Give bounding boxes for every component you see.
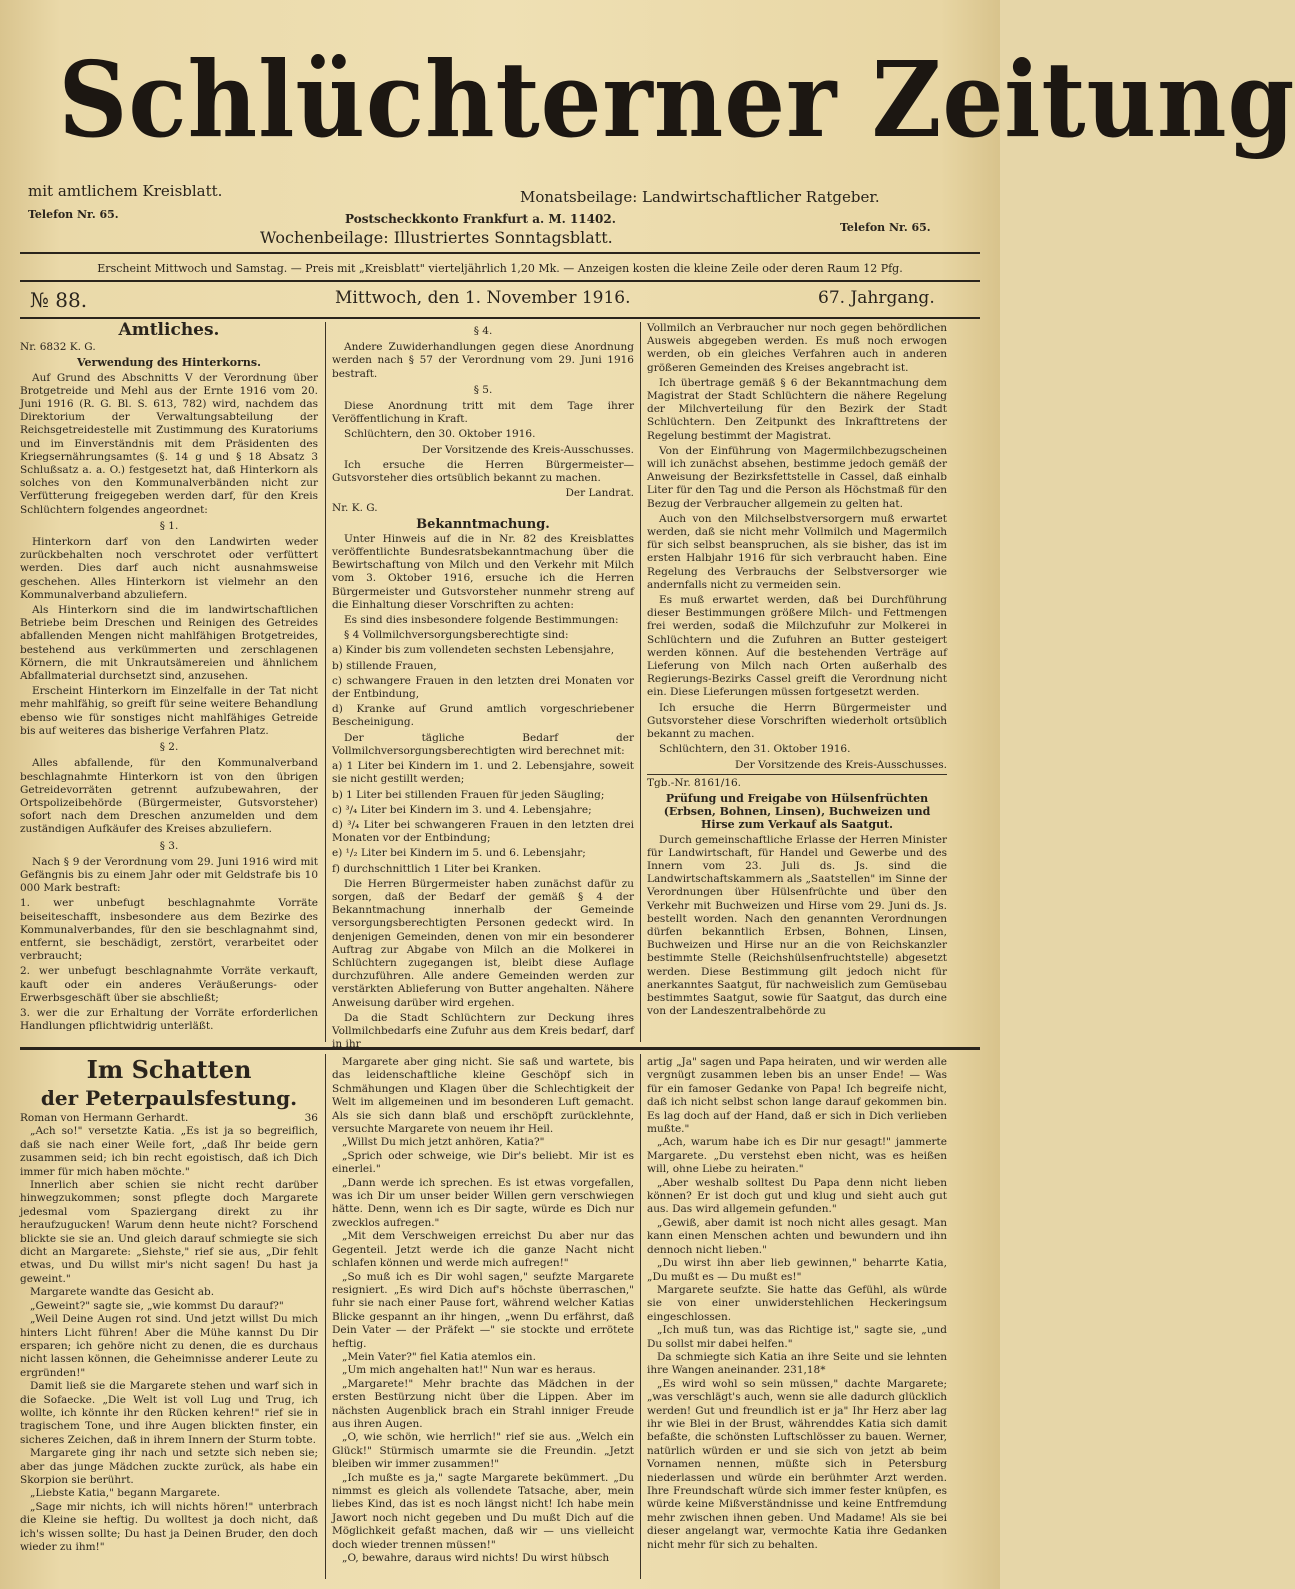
paragraph: Als Hinterkorn sind die im landwirtschaftlichen Betriebe beim Dreschen und Reinigen des Getreides abfallenden Mengen nicht mahlfähigen Brotgetreides, bestehend aus verkümmerten und zerschlagenen Körnern, die mit Unkrautsämereien und ähnlichem Abfallmaterial durchsetzt sind, anzusehen. [20, 604, 318, 683]
novel-title: Im Schatten [86, 1055, 252, 1084]
postscheck-account: Postscheckkonto Frankfurt a. M. 11402. [345, 212, 616, 226]
column-rule [325, 322, 326, 1042]
paragraph: Nach § 9 der Verordnung vom 29. Juni 1916 wird mit Gefängnis bis zu einem Jahr oder mit Geldstrafe bis 10 000 Mark bestraft: [20, 855, 318, 895]
paragraph: „Um mich angehalten hat!" Nun war es heraus. [342, 1364, 596, 1377]
article-heading: Prüfung und Freigabe von Hülsenfrüchten (Erbsen, Bohnen, Linsen), Buchweizen und Hirse zum Verkauf als Saatgut. [663, 791, 931, 832]
list-item: a) 1 Liter bei Kindern im 1. und 2. Lebensjahre, soweit sie nicht gestillt werden; [332, 760, 634, 786]
phone-right: Telefon Nr. 65. [840, 221, 931, 234]
paragraph: „Ich mußte es ja," sagte Margarete bekümmert. „Du nimmst es gleich als vollendete Tatsache, aber, mein liebes Kind, das ist es noch längst nicht! Ich habe mein Jawort noch nicht gegeben und Du mußt Dich auf die Möglichkeit gefaßt machen, daß wir — uns vielleicht doch wieder trennen müssen!" [332, 1471, 634, 1551]
paragraph: Auf Grund des Abschnitts V der Verordnung über Brotgetreide und Mehl aus der Ernte 1916 vom 20. Juni 1916 (R. G. Bl. S. 613, 782) wird, nachdem das Direktorium der Verwaltungsabteilung der Reichsgetreidestelle mit Zustimmung des Kuratoriums und im Einverständnis mit dem Präsidenten des Kriegsernährungsamtes (§. 14 g und § 18 Absatz 3 Schlußsatz a. a. O.) festgesetzt hat, daß Hinterkorn als solches von den Kommunalverbänden nicht zur Verfütterung freigegeben werden darf, für den Kreis Schlüchtern folgendes angeordnet: [20, 371, 318, 516]
installment-number: 36 [304, 1112, 318, 1124]
publication-info: Erscheint Mittwoch und Samstag. — Preis mit „Kreisblatt" vierteljährlich 1,20 Mk. — Anzeigen kosten die kleine Zeile oder deren Raum 12 Pfg. [97, 262, 903, 275]
article-heading: Bekanntmachung. [416, 516, 550, 532]
section-mark: § 5. [473, 383, 493, 396]
column-amtliches [20, 322, 318, 1042]
paragraph: § 4 Vollmilchversorgungsberechtigte sind: [344, 629, 569, 642]
column-rule [325, 1054, 326, 1579]
column-rule [640, 1054, 641, 1579]
paragraph: Ich übertrage gemäß § 6 der Bekanntmachung dem Magistrat der Stadt Schlüchtern die nähere Regelung der Milchverteilung für den Bezirk der Stadt Schlüchtern. Den Zeitpunkt des Inkrafttretens der Regelung bestimmt der Magistrat. [647, 376, 947, 442]
list-item: c) schwangere Frauen in den letzten drei Monaten vor der Entbindung, [332, 674, 634, 701]
paragraph: „Weil Deine Augen rot sind. Und jetzt willst Du mich hinters Licht führen! Aber die Mühe kannst Du Dir ersparen; ich gehöre nicht zu denen, die es durchaus nicht lassen können, die Geheimnisse anderer Leute zu ergründen!" [20, 1313, 318, 1379]
divider [20, 317, 980, 319]
novel-column-3 [647, 1056, 947, 1584]
list-item: a) Kinder bis zum vollendeten sechsten Lebensjahre, [332, 644, 615, 657]
reference-number: Nr. K. G. [332, 502, 378, 515]
paragraph: Ich ersuche die Herrn Bürgermeister und Gutsvorsteher diese Vorschriften wiederholt ortsüblich bekannt zu machen. [647, 701, 947, 741]
paragraph: Andere Zuwiderhandlungen gegen diese Anordnung werden nach § 57 der Verordnung vom 29. Juni 1916 bestraft. [332, 341, 634, 380]
list-item: 2. wer unbefugt beschlagnahmte Vorräte verkauft, kauft oder ein anderes Veräußerungs- oder Erwerbsgeschäft über sie abschließt; [20, 965, 318, 1004]
paragraph: „Aber weshalb solltest Du Papa denn nicht lieben können? Er ist doch gut und klug und sieht auch gut aus. Das wird allgemein gefunden." [647, 1176, 947, 1216]
issue-number: № 88. [30, 288, 88, 312]
paragraph: „Mit dem Verschweigen erreichst Du aber nur das Gegenteil. Jetzt werde ich die ganze Nacht nicht schlafen können und werde mich aufregen!" [332, 1230, 634, 1270]
list-item: b) 1 Liter bei stillenden Frauen für jeden Säugling; [332, 788, 605, 801]
paragraph: „Liebste Katia," begann Margarete. [30, 1487, 221, 1500]
list-item: 3. wer die zur Erhaltung der Vorräte erforderlichen Handlungen pflichtwidrig unterläßt. [20, 1006, 318, 1033]
subtitle-left: mit amtlichem Kreisblatt. [28, 182, 223, 200]
paragraph: „O, bewahre, daraus wird nichts! Du wirst hübsch [342, 1552, 610, 1565]
place-date: Schlüchtern, den 31. Oktober 1916. [659, 743, 851, 756]
divider [20, 252, 980, 254]
paragraph: Unter Hinweis auf die in Nr. 82 des Kreisblattes veröffentlichte Bundesratsbekanntmachung über die Bewirtschaftung von Milch und den Verkehr mit Milch vom 3. Oktober 1916, ersuche ich die Herren Bürgermeister und Gutsvorsteher nunmehr streng auf die Einhaltung dieser Vorschriften zu achten: [332, 532, 634, 611]
author: Roman von Hermann Gerhardt. [20, 1112, 189, 1124]
paragraph: Diese Anordnung tritt mit dem Tage ihrer Veröffentlichung in Kraft. [332, 400, 634, 426]
phone-left: Telefon Nr. 65. [28, 208, 119, 221]
paragraph: Margarete aber ging nicht. Sie saß und wartete, bis das leidenschaftliche kleine Geschöpf sich in Schmähungen und Klagen über die Schlechtigkeit der Welt im allgemeinen und im besonderen Luft gemacht. Als sie sich dann blaß und erschöpft zurücklehnte, versuchte Margarete von neuem ihr Heil. [332, 1056, 634, 1136]
list-item: d) Kranke auf Grund amtlich vorgeschriebener Bescheinigung. [332, 703, 634, 729]
paragraph: Die Herren Bürgermeister haben zunächst dafür zu sorgen, daß der Bedarf der gemäß § 4 der Bekanntmachung innerhalb der Gemeinde versorgungsberechtigten Personen gedeckt wird. In denjenigen Gemeinden, denen von mir ein besonderer Auftrag zur Abgabe von Milch an die Molkerei in Schlüchtern zugegangen ist, bleibt diese Auflage durchzuführen. Alle andere Gemeinden werden zur verstärkten Ablieferung von Butter angehalten. Nähere Anweisung darüber wird ergehen. [332, 877, 634, 1009]
paragraph: „Geweint?" sagte sie, „wie kommst Du darauf?" [30, 1299, 284, 1312]
list-item: 1. wer unbefugt beschlagnahmte Vorräte beiseiteschafft, insbesondere aus dem Bezirke des Kommunalverbandes, für den sie beschlagnahmt sind, entfernt, sie beschädigt, zerstört, verarbeitet oder verbraucht; [20, 897, 318, 963]
section-mark: § 2. [159, 741, 179, 754]
newspaper-title: Schlüchterner Zeitung [58, 38, 1295, 161]
paragraph: Der tägliche Bedarf der Vollmilchversorgungsberechtigten wird berechnet mit: [332, 731, 634, 757]
paragraph: „Ach so!" versetzte Katia. „Es ist ja so begreiflich, daß sie nach einer Weile fort, „daß Ihr beide gern zusammen seid; ich bin recht egoistisch, daß ich Dich immer für mich haben möchte." [20, 1125, 318, 1178]
paragraph: Hinterkorn darf von den Landwirten weder zurückbehalten noch verschrotet oder verfüttert werden. Dies darf auch nicht ausnahmsweise geschehen. Alles Hinterkorn ist vielmehr an den Kommunalverband abzuliefern. [20, 536, 318, 601]
paragraph: „Ach, warum habe ich es Dir nur gesagt!" jammerte Margarete. „Du verstehst eben nicht, was es heißen will, ohne Liebe zu heiraten." [647, 1136, 947, 1176]
list-item: c) ³/₄ Liter bei Kindern im 3. und 4. Lebensjahre; [332, 803, 592, 816]
list-item: d) ³/₄ Liter bei schwangeren Frauen in den letzten drei Monaten vor der Entbindung; [332, 818, 634, 845]
paragraph: Margarete seufzte. Sie hatte das Gefühl, als würde sie von einer unwiderstehlichen Heckeringsum eingeschlossen. [647, 1283, 947, 1323]
section-mark: § 4. [473, 325, 493, 337]
feuilleton-divider [20, 1047, 980, 1050]
paragraph: „Sage mir nichts, ich will nichts hören!" unterbrach die Kleine sie heftig. Du wolltest ja doch nicht, daß ich's wissen sollte; Du hast ja Deinen Bruder, den doch wieder zu ihm!" [20, 1500, 318, 1553]
column-rule [640, 322, 641, 1042]
paragraph: Ich ersuche die Herren Bürgermeister—Gutsvorsteher dies ortsüblich bekannt zu machen. [332, 458, 634, 485]
novel-byline [20, 1112, 318, 1125]
paragraph: „Gewiß, aber damit ist noch nicht alles gesagt. Man kann einen Menschen achten und bewundern und ihn dennoch nicht lieben." [647, 1216, 947, 1256]
signature: Der Vorsitzende des Kreis-Ausschusses. [735, 758, 947, 771]
list-item: f) durchschnittlich 1 Liter bei Kranken. [332, 862, 542, 875]
paragraph: „Es wird wohl so sein müssen," dachte Margarete; „was verschlägt's auch, wenn sie alle dadurch glücklich werden! Gut und freundlich ist er ja" Ihr Herz aber lag ihr wie Blei in der Brust, währenddes Katia sich damit befaßte, die schönsten Luftschlösser zu bauen. Werner, natürlich würden er und sie sich von jetzt ab beim Vornamen nennen, müßte sich in Petersburg niederlassen und würde ein berühmter Arzt werden. Ihre Freundschaft würde sich immer fester knüpfen, es würde keine Mißverständnisse und keine Entfremdung mehr zwischen ihnen geben. Und Madame! Als sie bei dieser angelangt war, vermochte Katia ihre Gedanken nicht mehr für sich zu behalten. [647, 1377, 947, 1551]
paragraph: Durch gemeinschaftliche Erlasse der Herren Minister für Landwirtschaft, für Handel und Gewerbe und des Innern vom 23. Juli ds. Js. sind die Landwirtschaftskammern als „Saatstellen" im Sinne der Verordnungen über Hülsenfrüchte und über den Verkehr mit Buchweizen und Hirse vom 29. Juni ds. Js. bestellt worden. Nach den genannten Verordnungen dürfen bekanntlich Erbsen, Bohnen, Linsen, Buchweizen und Hirse nur an die von Reichskanzler bestimmte Stelle (Reichshülsenfruchtstelle) abgesetzt werden. Diese Bestimmung gilt jedoch nicht für anerkanntes Saatgut, für nachweislich zum Gemüsebau bestimmtes Saatgut, sowie für Saatgut, das durch eine von der Landeszentralbehörde zu [647, 833, 947, 1018]
monthly-supplement: Monatsbeilage: Landwirtschaftlicher Ratgeber. [520, 188, 880, 206]
novel-title-line2: der Peterpaulsfestung. [40, 1086, 298, 1110]
section-mark: § 3. [159, 839, 179, 852]
paragraph: Da die Stadt Schlüchtern zur Deckung ihres Vollmilchbedarfs eine Zufuhr aus dem Kreis bedarf, darf in ihr [332, 1011, 634, 1051]
section-mark: § 1. [159, 519, 179, 532]
paragraph: Innerlich aber schien sie nicht recht darüber hinwegzukommen; sonst pflegte doch Margarete jedesmal vom Spaziergang direkt zu ihr heraufzugucken! Warum denn heute nicht? Forschend blickte sie sie an. Und gleich darauf schmiegte sie sich dicht an Margarete: „Siehste," rief sie aus, „Dir fehlt etwas, und Du willst mir's nicht sagen! Du hast ja geweint." [20, 1179, 318, 1285]
paragraph: Damit ließ sie die Margarete stehen und warf sich in die Sofaecke. „Die Welt ist voll Lug und Trug, ich wollte, ich könnte ihr den Rücken kehren!" rief sie in tragischem Tone, und ihre Augen blickten finster, ein sicheres Zeichen, daß in ihrem Innern der Sturm tobte. [20, 1380, 318, 1446]
paragraph: „Mein Vater?" fiel Katia atemlos ein. [342, 1350, 536, 1363]
novel-column-2 [332, 1056, 634, 1584]
paragraph: Erscheint Hinterkorn im Einzelfalle in der Tat nicht mehr mahlfähig, so greift für seine weitere Behandlung ebenso wie für sonstiges nicht mahlfähiges Getreide bis auf weiteres das bisherige Verfahren Platz. [20, 685, 318, 737]
paragraph: „Sprich oder schweige, wie Dir's beliebt. Mir ist es einerlei." [332, 1149, 634, 1176]
novel-column-1 [20, 1056, 318, 1584]
list-item: b) stillende Frauen, [332, 659, 437, 672]
column-milk-regulation [647, 322, 947, 1042]
masthead [20, 10, 1295, 190]
paragraph: „Ich muß tun, was das Richtige ist," sagte sie, „und Du sollst mir dabei helfen." [647, 1324, 947, 1350]
weekly-supplement: Wochenbeilage: Illustriertes Sonntagsblatt. [260, 228, 613, 247]
paragraph: artig „Ja" sagen und Papa heiraten, und wir werden alle vergnügt zusammen leben bis an unser Ende! — Was für ein famoser Gedanke von Papa! Ich begreife nicht, daß ich nicht selbst schon lange darauf gekommen bin. Es lag doch auf der Hand, daß er sich in Dich verlieben mußte." [647, 1056, 947, 1136]
paragraph: Margarete ging ihr nach und setzte sich neben sie; aber das junge Mädchen zuckte zurück, als habe ein Skorpion sie berührt. [20, 1447, 318, 1486]
column-bekanntmachung [332, 322, 634, 1051]
paragraph: Es sind dies insbesondere folgende Bestimmungen: [344, 614, 619, 627]
list-item: e) ¹/₂ Liter bei Kindern im 5. und 6. Lebensjahr; [332, 847, 586, 860]
paragraph: „Du wirst ihn aber lieb gewinnen," beharrte Katia, „Du mußt es — Du mußt es!" [647, 1257, 947, 1283]
reference-number: Nr. 6832 K. G. [20, 341, 96, 354]
paragraph: „So muß ich es Dir wohl sagen," seufzte Margarete resigniert. „Es wird Dich auf's höchste überraschen," fuhr sie nach einer Pause fort, während welcher Katias Blicke gespannt an ihr hingen, „wenn Du erfährst, daß Dein Vater — der Präfekt —" sie stockte und errötete heftig. [332, 1270, 634, 1350]
paragraph: Auch von den Milchselbstversorgern muß erwartet werden, daß sie nicht mehr Vollmilch und Magermilch für sich selbst beanspruchen, als sie bisher, das ist im ersten Halbjahr 1916 für sich verbraucht haben. Eine Regelung des Verbrauchs der Selbstversorger wie andernfalls nicht zu vermeiden sein. [647, 512, 947, 591]
paragraph: Von der Einführung von Magermilchbezugscheinen will ich zunächst absehen, bestimme jedoch gemäß der Anweisung der Bezirksfettstelle in Cassel, daß einhalb Liter für den Tag und die Person als Höchstmaß für den Bezug der Verbraucher allgemein zu gelten hat. [647, 444, 947, 510]
paragraph: Margarete wandte das Gesicht ab. [30, 1286, 215, 1299]
paragraph: Da schmiegte sich Katia an ihre Seite und sie lehnten ihre Wangen aneinander. 231,18* [647, 1350, 947, 1377]
section-heading: Amtliches. [118, 320, 220, 340]
signature: Der Vorsitzende des Kreis-Ausschusses. [422, 443, 634, 456]
paragraph: Es muß erwartet werden, daß bei Durchführung dieser Bestimmungen größere Milch- und Fettmengen frei werden, sodaß die Milchzufuhr zur Molkerei in Schlüchtern und die Zufuhren an Butter gesteigert werden können. Auf die bestehenden Verträge auf Lieferung von Milch nach Orten außerhalb des Regierungs-Bezirks Cassel greift die Verordnung nicht ein. Diese Lieferungen müssen fortgesetzt werden. [647, 594, 947, 699]
paragraph: „Margarete!" Mehr brachte das Mädchen in der ersten Bestürzung nicht über die Lippen. Aber im nächsten Augenblick brach ein Strahl inniger Freude aus ihren Augen. [332, 1377, 634, 1430]
divider [20, 280, 980, 282]
paragraph: Vollmilch an Verbraucher nur noch gegen behördlichen Ausweis abgegeben werden. Es muß noch erwogen werden, ob ein gleiches Verfahren auch in anderen größeren Gemeinden des Kreises angebracht ist. [647, 322, 947, 374]
paragraph: Alles abfallende, für den Kommunalverband beschlagnahmte Hinterkorn ist von den übrigen Getreidevorräten getrennt aufzubewahren, der Ortspolizeibehörde (Bürgermeister, Gutsvorsteher) sofort nach dem Dreschen anzumelden und dem zuständigen Aufkäufer des Kreises abzuliefern. [20, 757, 318, 836]
issue-date: Mittwoch, den 1. November 1916. [335, 288, 631, 308]
signature: Der Landrat. [565, 487, 634, 500]
place-date: Schlüchtern, den 30. Oktober 1916. [344, 428, 536, 441]
paragraph: „Willst Du mich jetzt anhören, Katia?" [342, 1136, 545, 1149]
paragraph: „O, wie schön, wie herrlich!" rief sie aus. „Welch ein Glück!" Stürmisch umarmte sie die Freundin. „Jetzt bleiben wir immer zusammen!" [332, 1431, 634, 1471]
article-heading: Verwendung des Hinterkorns. [77, 356, 261, 370]
reference-number: Tgb.-Nr. 8161/16. [647, 774, 947, 790]
paragraph: „Dann werde ich sprechen. Es ist etwas vorgefallen, was ich Dir um unser beider Willen gern verschwiegen hätte. Denn, wenn ich es Dir sagte, würde es Dich nur zwecklos aufregen." [332, 1176, 634, 1229]
volume-year: 67. Jahrgang. [818, 288, 935, 308]
